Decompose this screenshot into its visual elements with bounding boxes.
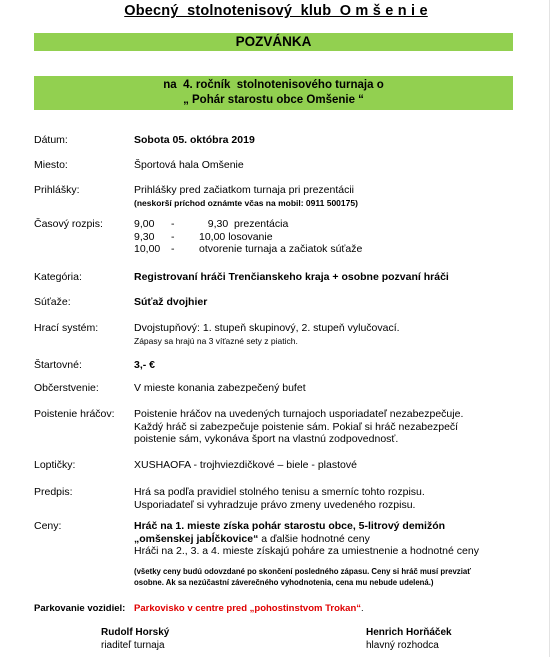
schedule-dash: - xyxy=(171,230,175,243)
parking-tail: . xyxy=(361,603,364,614)
signature-name: Henrich Horňáček xyxy=(366,627,452,638)
club-name: Obecný stolnotenisový klub O m š e n i e xyxy=(124,3,428,19)
schedule-time: 9,30 xyxy=(134,230,155,243)
system-label: Hrací systém: xyxy=(34,322,99,334)
invitation-banner: POZVÁNKA xyxy=(34,33,513,51)
parking-value: Parkovisko v centre pred „pohostinstvom Trokan“ xyxy=(134,603,362,614)
rules-line: Usporiadateľ si vyhradzuje právo zmeny uvedeného rozpisu. xyxy=(134,498,416,511)
system-note: Zápasy sa hrajú na 3 víťazné sety z piatich. xyxy=(134,336,298,346)
signature-name: Rudolf Horský xyxy=(101,627,170,638)
page-edge-line xyxy=(549,0,550,657)
prizes-text xyxy=(134,520,479,588)
insurance-line: Každý hráč si zabezpečuje poistenie sám. Pokiaľ si hráč nezabezpečí xyxy=(134,420,459,433)
registration-note: (neskorší príchod oznámte včas na mobil: 0911 500175) xyxy=(134,198,358,208)
tournament-title-line1: na 4. ročník stolnotenisového turnaja o xyxy=(163,79,384,91)
signature-role: riaditeľ turnaja xyxy=(101,640,165,651)
registration-label: Prihlášky: xyxy=(34,184,80,196)
schedule-item xyxy=(134,243,362,256)
parking-label: Parkovanie vozidiel: xyxy=(34,603,126,614)
rules-text xyxy=(134,486,425,511)
prize-rest: a ďalšie hodnotné ceny xyxy=(258,532,370,545)
prizes-line: Hráč na 1. mieste získa pohár starostu obce, 5-litrový demižón xyxy=(134,520,446,532)
prizes-note: osobne. Ak sa nezúčastní záverečného vyhodnotenia, cena mu nebude udelená.) xyxy=(134,577,434,587)
schedule-text: 9,30 prezentácia xyxy=(199,218,289,230)
signature-director xyxy=(101,626,169,652)
insurance-text xyxy=(134,408,463,446)
signature-role: hlavný rozhodca xyxy=(366,640,439,651)
tournament-title-line2: „ Pohár starostu obce Omšenie “ xyxy=(183,94,364,106)
schedule-dash: - xyxy=(171,243,175,255)
fee-label: Štartovné: xyxy=(34,359,82,371)
schedule-time: 10,00 xyxy=(134,243,161,255)
prize-drink: „omšenskej jabĺčkovice“ xyxy=(134,532,259,545)
schedule-dash: - xyxy=(171,218,175,230)
refreshments-value: V mieste konania zabezpečený bufet xyxy=(134,382,306,394)
insurance-line: poistenie sám, vykonáva šport na vlastnú zodpovednosť. xyxy=(134,433,399,445)
date-label: Dátum: xyxy=(34,134,68,146)
schedule-list xyxy=(134,218,362,256)
schedule-item xyxy=(134,218,362,231)
insurance-line: Poistenie hráčov na uvedených turnajoch usporiadateľ nezabezpečuje. xyxy=(134,408,464,420)
place-label: Miesto: xyxy=(34,159,68,171)
place-value: Športová hala Omšenie xyxy=(134,159,244,171)
category-label: Kategória: xyxy=(34,271,82,283)
signature-referee xyxy=(366,626,452,652)
balls-label: Loptičky: xyxy=(34,459,76,471)
system-value: Dvojstupňový: 1. stupeň skupinový, 2. stupeň vylučovací. xyxy=(134,322,400,334)
rules-label: Predpis: xyxy=(34,486,73,498)
tournament-banner xyxy=(34,76,513,110)
prizes-label: Ceny: xyxy=(34,520,62,532)
fee-value: 3,- € xyxy=(134,359,156,371)
prizes-line xyxy=(134,533,479,546)
prizes-note: (všetky ceny budú odovzdané po skončení posledného zápasu. Ceny si hráč musí prevziať xyxy=(134,566,471,576)
schedule-label: Časový rozpis: xyxy=(34,218,103,230)
balls-value: XUSHAOFA - trojhviezdičkové – biele - plastové xyxy=(134,459,357,471)
parking-text xyxy=(134,603,364,616)
schedule-text: otvorenie turnaja a začiatok súťaže xyxy=(199,243,363,255)
competition-label: Súťaže: xyxy=(34,296,71,308)
refreshments-label: Občerstvenie: xyxy=(34,382,99,394)
spacer xyxy=(134,558,479,566)
schedule-item xyxy=(134,231,362,244)
category-value: Registrovaní hráči Trenčianskeho kraja + osobne pozvaní hráči xyxy=(134,271,449,283)
schedule-time: 9,00 xyxy=(134,218,155,230)
insurance-label: Poistenie hráčov: xyxy=(34,408,115,420)
competition-value: Súťaž dvojhier xyxy=(134,296,208,308)
date-value: Sobota 05. októbra 2019 xyxy=(134,134,255,146)
schedule-text: 10,00 losovanie xyxy=(199,230,273,243)
prizes-line: Hráči na 2., 3. a 4. mieste získajú poháre za umiestnenie a hodnotné ceny xyxy=(134,545,479,557)
rules-line: Hrá sa podľa pravidiel stolného tenisu a smerníc tohto rozpisu. xyxy=(134,486,425,498)
registration-value: Prihlášky pred začiatkom turnaja pri prezentácii xyxy=(134,184,355,196)
